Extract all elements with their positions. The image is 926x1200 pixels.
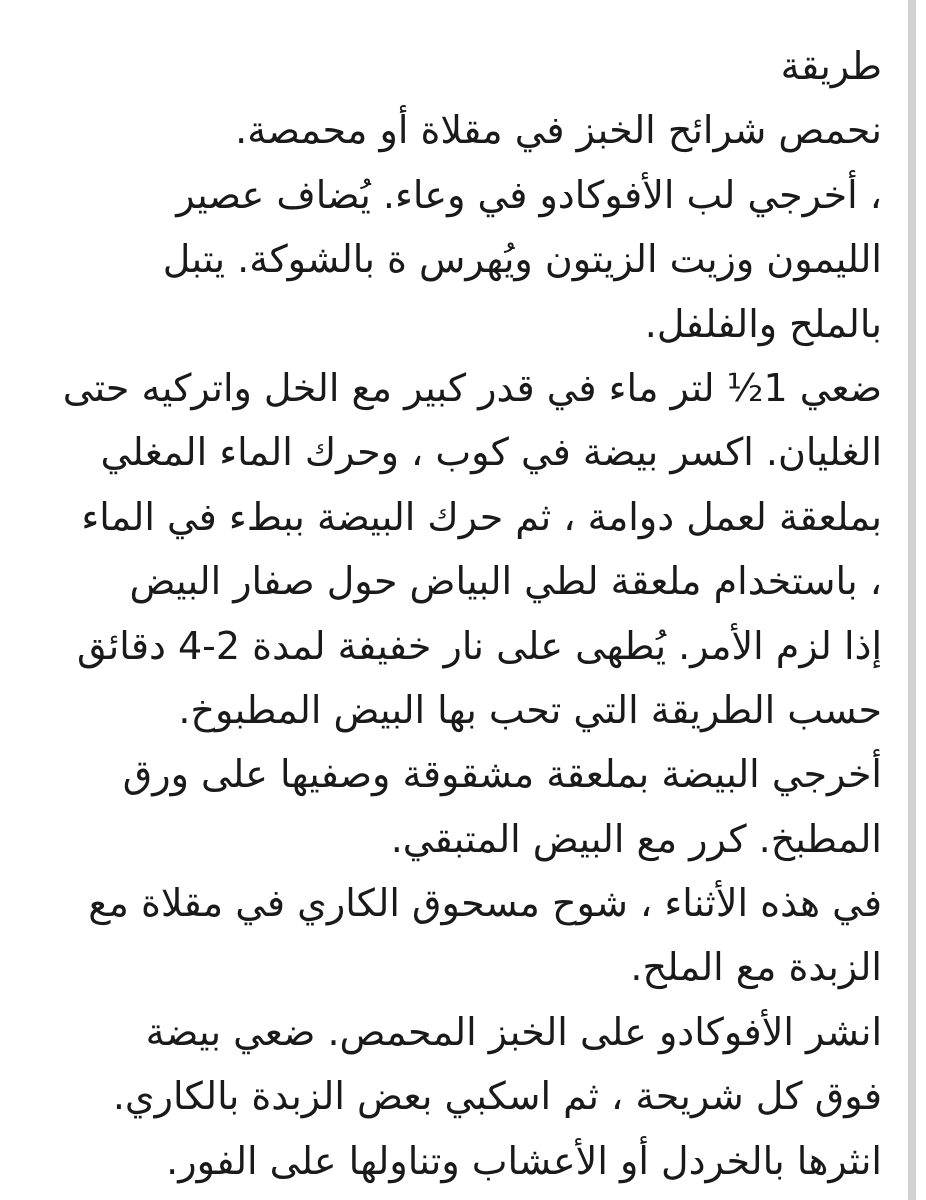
recipe-method-text [22,34,882,1193]
method-line-11: أخرجي البيضة بملعقة مشقوقة وصفيها على ورق [122,752,882,797]
method-line-8: ، باستخدام ملعقة لطي البياض حول صفار البيض [129,559,882,604]
method-line-13: في هذه الأثناء ، شوح مسحوق الكاري في مقلاة مع [88,881,882,926]
method-line-2: ، أخرجي لب الأفوكادو في وعاء. يُضاف عصير [176,172,882,217]
method-line-4: بالملح والفلفل. [644,301,882,346]
method-line-1: نحمص شرائح الخبز في مقلاة أو محمصة. [235,108,882,153]
page-edge-divider [908,0,916,1200]
method-line-14: الزبدة مع الملح. [630,945,882,990]
method-line-9: إذا لزم الأمر. يُطهى على نار خفيفة لمدة 2-4 دقائق [76,623,882,668]
method-line-12: المطبخ. كرر مع البيض المتبقي. [390,816,882,861]
method-line-15: انشر الأفوكادو على الخبز المحمص. ضعي بيضة [145,1009,882,1054]
method-title: طريقة [780,44,882,88]
method-line-6: الغليان. اكسر بيضة في كوب ، وحرك الماء المغلي [100,430,882,475]
method-line-5: ضعي 1½ لتر ماء في قدر كبير مع الخل واتركيه حتى [62,365,882,410]
method-line-10: حسب الطريقة التي تحب بها البيض المطبوخ. [178,687,882,732]
method-line-16: فوق كل شريحة ، ثم اسكبي بعض الزبدة بالكاري. [112,1074,882,1119]
method-line-7: بملعقة لعمل دوامة ، ثم حرك البيضة ببطء في الماء [81,494,882,539]
method-line-17: انثرها بالخردل أو الأعشاب وتناولها على الفور. [166,1138,882,1183]
method-line-3: الليمون وزيت الزيتون ويُهرس ة بالشوكة. يتبل [162,237,882,282]
